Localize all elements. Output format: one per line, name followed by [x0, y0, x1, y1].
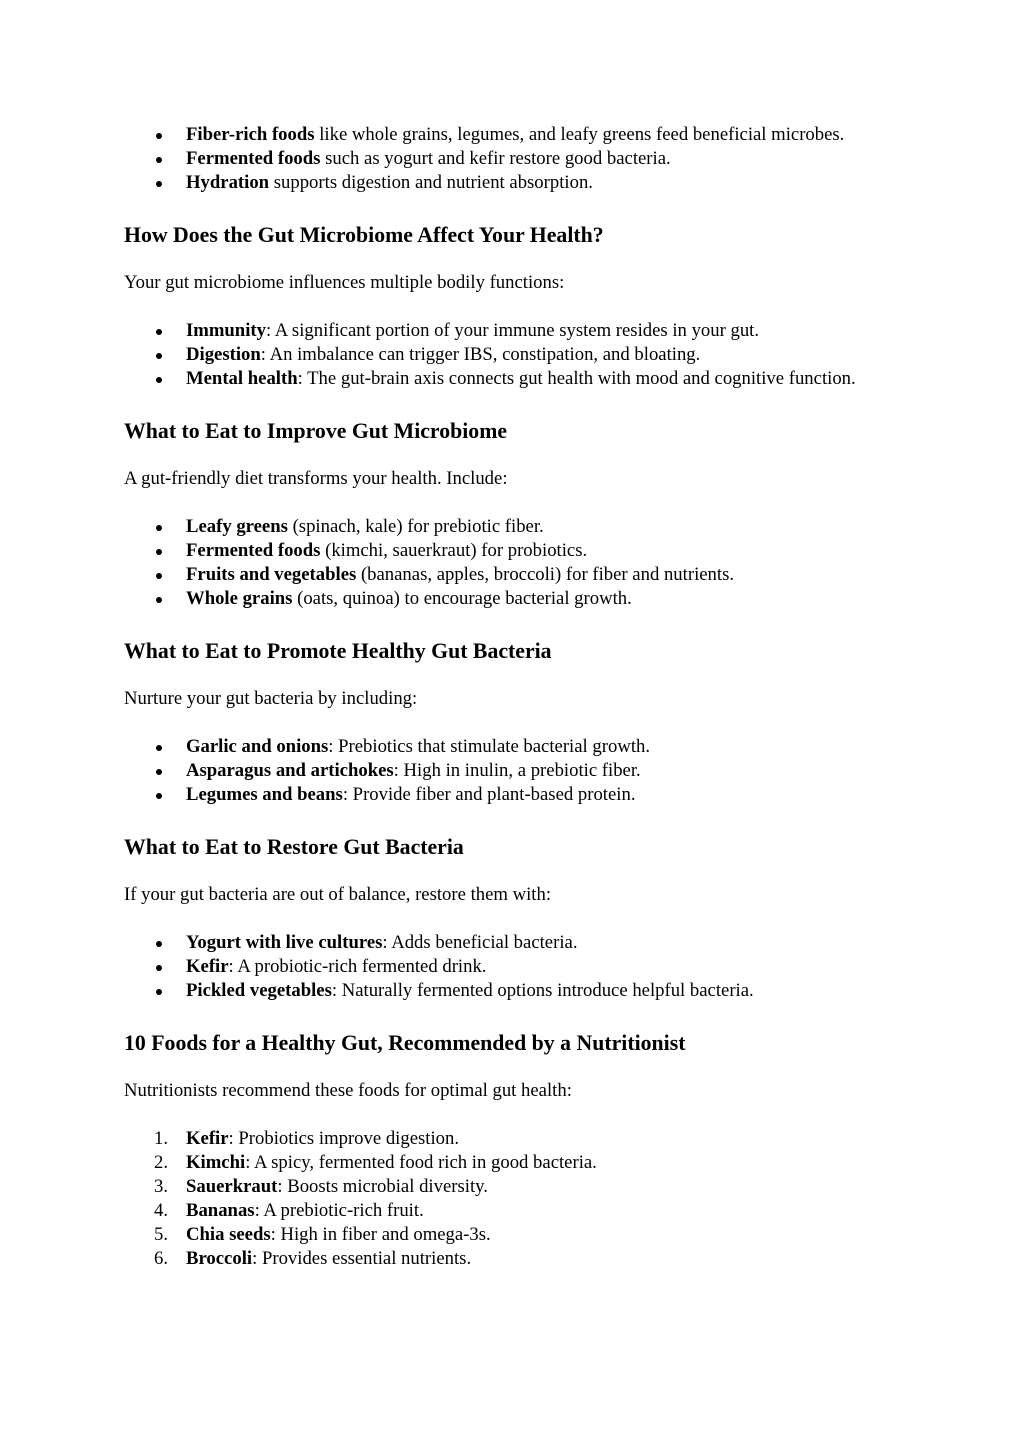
list-item: Whole grains (oats, quinoa) to encourage bacterial growth.: [124, 587, 864, 611]
list-item: Garlic and onions: Prebiotics that stimulate bacterial growth.: [124, 735, 864, 759]
document-body: [124, 123, 864, 1271]
section-heading: What to Eat to Restore Gut Bacteria: [124, 835, 464, 859]
bullet-list: [124, 931, 864, 1003]
list-item: Hydration supports digestion and nutrient absorption.: [124, 171, 864, 195]
list-item: Mental health: The gut-brain axis connects gut health with mood and cognitive function.: [124, 367, 864, 391]
section-heading: What to Eat to Improve Gut Microbiome: [124, 419, 508, 443]
list-number: 5.: [154, 1224, 169, 1245]
list-item: 1. Kefir: Probiotics improve digestion.: [154, 1128, 460, 1149]
intro-bullet-list: [124, 123, 864, 195]
list-item: Digestion: An imbalance can trigger IBS, constipation, and bloating.: [124, 343, 864, 367]
list-number: 2.: [154, 1152, 169, 1173]
list-item: 5. Chia seeds: High in fiber and omega-3s.: [154, 1224, 491, 1245]
list-item: Fermented foods (kimchi, sauerkraut) for probiotics.: [124, 539, 864, 563]
bullet-list: [124, 735, 864, 807]
list-item: 3. Sauerkraut: Boosts microbial diversity.: [154, 1176, 488, 1197]
section-heading: How Does the Gut Microbiome Affect Your Health?: [124, 223, 604, 247]
section-intro: Nutritionists recommend these foods for optimal gut health:: [124, 1080, 572, 1101]
list-item: Legumes and beans: Provide fiber and plant-based protein.: [124, 783, 864, 807]
bullet-list: [124, 319, 864, 391]
list-item: Pickled vegetables: Naturally fermented options introduce helpful bacteria.: [124, 979, 864, 1003]
section-intro: A gut-friendly diet transforms your health. Include:: [124, 468, 508, 489]
section-intro: Nurture your gut bacteria by including:: [124, 688, 418, 709]
list-item: 4. Bananas: A prebiotic-rich fruit.: [154, 1200, 424, 1221]
list-item: Fermented foods such as yogurt and kefir restore good bacteria.: [124, 147, 864, 171]
section-intro: Your gut microbiome influences multiple bodily functions:: [124, 272, 565, 293]
list-item: Asparagus and artichokes: High in inulin, a prebiotic fiber.: [124, 759, 864, 783]
section-intro: If your gut bacteria are out of balance, restore them with:: [124, 884, 552, 905]
list-item: Fruits and vegetables (bananas, apples, broccoli) for fiber and nutrients.: [124, 563, 864, 587]
list-item: Leafy greens (spinach, kale) for prebiotic fiber.: [124, 515, 864, 539]
list-number: 1.: [154, 1128, 169, 1149]
list-item: 2. Kimchi: A spicy, fermented food rich in good bacteria.: [154, 1152, 597, 1173]
numbered-list: [124, 1127, 864, 1271]
list-number: 3.: [154, 1176, 169, 1197]
bullet-list: [124, 515, 864, 611]
list-item: Kefir: A probiotic-rich fermented drink.: [124, 955, 864, 979]
list-item: 6. Broccoli: Provides essential nutrients.: [154, 1248, 472, 1269]
list-item: Fiber-rich foods like whole grains, legumes, and leafy greens feed beneficial microbes.: [124, 123, 864, 147]
list-number: 4.: [154, 1200, 169, 1221]
list-item: Yogurt with live cultures: Adds beneficial bacteria.: [124, 931, 864, 955]
section-heading: What to Eat to Promote Healthy Gut Bacteria: [124, 639, 552, 663]
section-heading: 10 Foods for a Healthy Gut, Recommended by a Nutritionist: [124, 1031, 686, 1055]
list-item: Immunity: A significant portion of your immune system resides in your gut.: [124, 319, 864, 343]
list-number: 6.: [154, 1248, 169, 1269]
